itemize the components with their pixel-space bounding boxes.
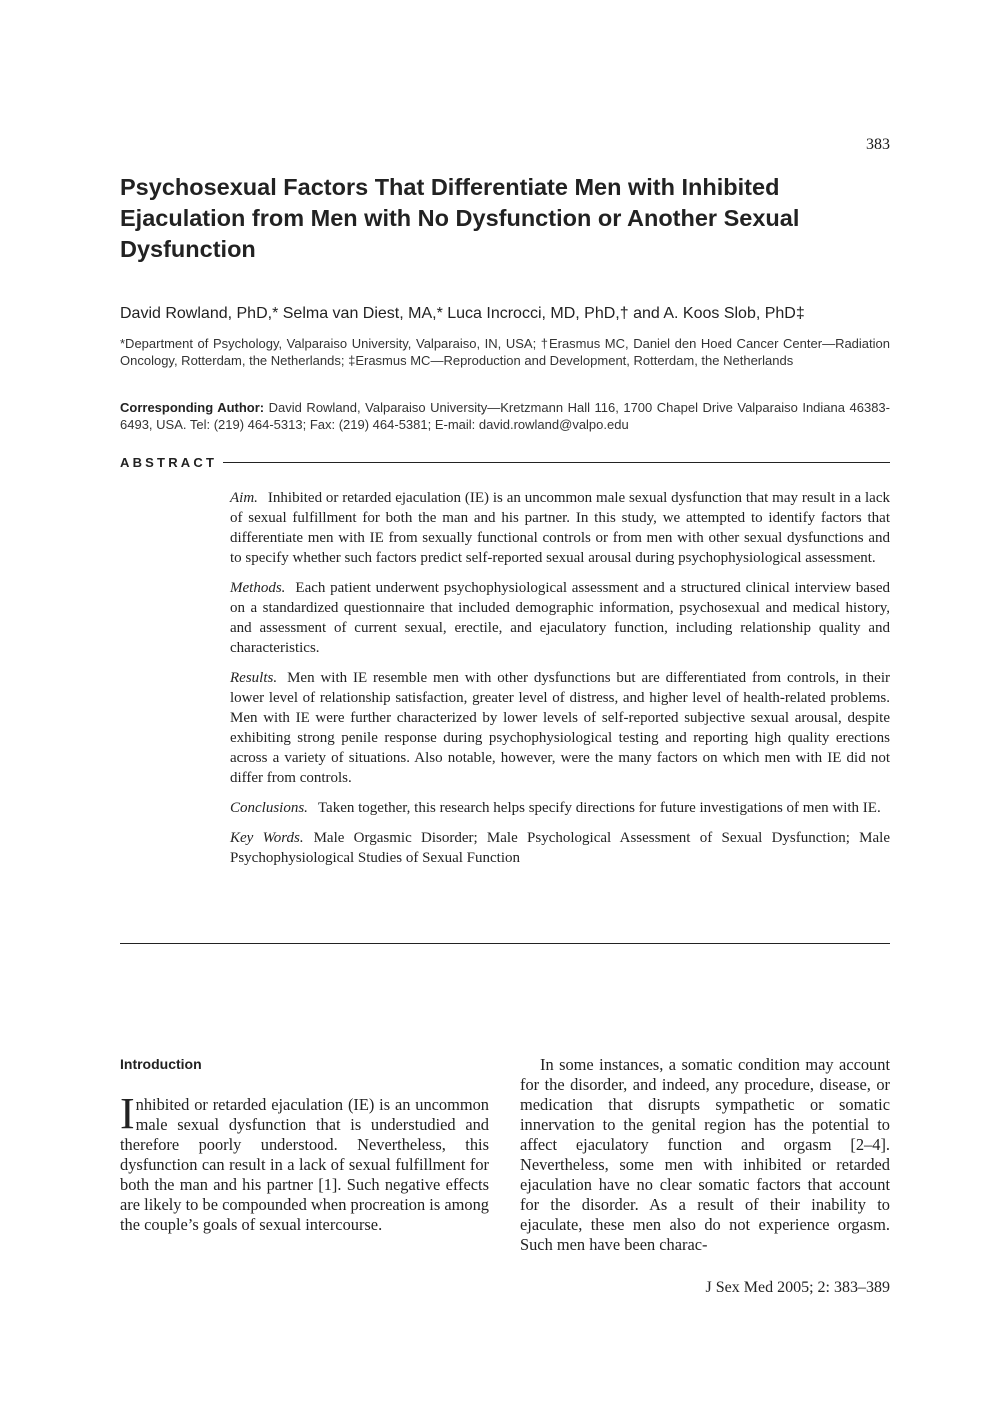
abstract-aim-label: Aim.	[230, 490, 258, 506]
journal-citation-footer: J Sex Med 2005; 2: 383–389	[705, 1279, 890, 1296]
corresponding-author-label: Corresponding Author:	[120, 400, 265, 415]
abstract-header	[120, 454, 890, 470]
abstract-methods-text: Each patient underwent psychophysiological assessment and a structured clinical interview based on a standardized questionnaire that included demographic information, psychosexual and medical history, and assessment of current sexual, erectile, and ejaculatory function, including relationship quality and characteristics.	[230, 580, 890, 656]
intro-paragraph-1-text: nhibited or retarded ejaculation (IE) is an uncommon male sexual dysfunction that is understudied and therefore poorly understood. Nevertheless, this dysfunction can result in a lack of sexual fulfillment for both the man and his partner [1]. Such negative effects are likely to be compounded when procreation is among the couple’s goals of sexual intercourse.	[120, 1095, 489, 1234]
corresponding-author	[120, 399, 890, 433]
abstract-results-text: Men with IE resemble men with other dysfunctions but are differentiated from controls, in their lower level of relationship satisfaction, greater level of distress, and higher level of health-related problems. Men with IE were further characterized by lower levels of self-reported subjective sexual arousal, despite exhibiting strong penile response during psychophysiological testing and reporting high quality erections across a variety of situations. Also notable, however, were the many factors on which men with IE did not differ from controls.	[230, 670, 890, 786]
drop-cap: I	[120, 1089, 135, 1138]
abstract-body	[230, 488, 890, 878]
abstract-aim	[230, 488, 890, 568]
corresponding-author-text: David Rowland, Valparaiso University—Kretzmann Hall 116, 1700 Chapel Drive Valparaiso Indiana 46383-6493, USA. Tel: (219) 464-5313; Fax: (219) 464-5381; E-mail: david.rowland@valpo.edu	[120, 400, 890, 432]
page-number: 383	[866, 136, 890, 153]
section-heading-introduction: Introduction	[120, 1056, 202, 1072]
abstract-conclusions-text: Taken together, this research helps specify directions for future investigations of men with IE.	[317, 800, 881, 816]
body-column-right	[520, 1055, 890, 1255]
abstract-aim-text: Inhibited or retarded ejaculation (IE) is an uncommon male sexual dysfunction that may result in a lack of sexual fulfillment for both the man and his partner. In this study, we attempted to identify factors that differentiate men with IE from sexually functional controls or from men with other sexual dysfunctions and to specify whether such factors predict self-reported sexual arousal during psychophysiological assessment.	[230, 490, 890, 566]
abstract-methods	[230, 578, 890, 658]
intro-paragraph-2: In some instances, a somatic condition may account for the disorder, and indeed, any procedure, disease, or medication that disrupts sympathetic or somatic innervation to the genital region has the potential to affect ejaculatory function and orgasm [2–4]. Nevertheless, some men with inhibited or retarded ejaculation have no clear somatic factors that account for the disorder. As a result of their inability to ejaculate, these men also do not experience orgasm. Such men have been charac-	[520, 1055, 890, 1254]
intro-paragraph-1	[120, 1089, 489, 1235]
abstract-results-label: Results.	[230, 670, 278, 686]
article-title: Psychosexual Factors That Differentiate Men with Inhibited Ejaculation from Men with No Dysfunction or Another Sexual Dysfunction	[120, 174, 800, 262]
affiliations: *Department of Psychology, Valparaiso University, Valparaiso, IN, USA; †Erasmus MC, Daniel den Hoed Cancer Center—Radiation Oncology, Rotterdam, the Netherlands; ‡Erasmus MC—Reproduction and Development, Rotterdam, the Netherlands	[120, 336, 890, 368]
author-list: David Rowland, PhD,* Selma van Diest, MA,* Luca Incrocci, MD, PhD,† and A. Koos Slob, PhD‡	[120, 305, 805, 322]
abstract-conclusions-label: Conclusions.	[230, 800, 308, 816]
abstract-label: ABSTRACT	[120, 454, 218, 470]
abstract-keywords-label: Key Words.	[230, 830, 304, 846]
abstract-keywords	[230, 828, 890, 868]
abstract-results	[230, 668, 890, 788]
body-column-left	[120, 1089, 489, 1235]
abstract-conclusions	[230, 798, 890, 818]
abstract-keywords-text: Male Orgasmic Disorder; Male Psychological Assessment of Sexual Dysfunction; Male Psychophysiological Studies of Sexual Function	[230, 830, 891, 866]
abstract-end-divider	[120, 943, 890, 944]
abstract-methods-label: Methods.	[230, 580, 286, 596]
abstract-divider	[223, 462, 890, 463]
